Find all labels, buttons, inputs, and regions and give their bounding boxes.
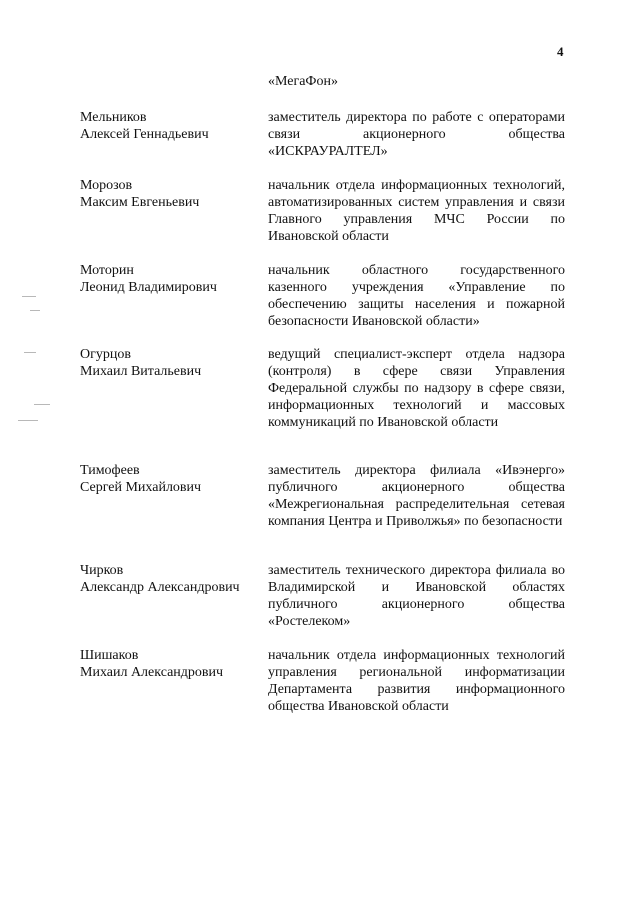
member-given-names: Максим Евгеньевич [80,195,200,210]
member-surname: Шишаков [80,648,139,663]
member-surname: Огурцов [80,347,131,362]
member-position: заместитель директора филиала «Ивэнерго» публичного акционерного общества «Межрегиональная распределительная сетевая компания Центра и Приволжья» по безопасности [268,463,565,529]
member-given-names: Александр Александрович [80,580,240,595]
page-number: 4 [557,44,564,59]
member-given-names: Михаил Витальевич [80,364,202,379]
member-surname: Тимофеев [80,463,140,478]
scan-artifact [30,310,40,311]
scan-artifact [22,296,36,297]
member-surname: Чирков [80,563,124,578]
member-name [80,346,260,380]
member-given-names: Михаил Александрович [80,665,224,680]
member-surname: Морозов [80,178,133,193]
member-name [80,562,260,596]
member-position: ведущий специалист-эксперт отдела надзора (контроля) в сфере связи Управления Федеральной службы по надзору в сфере связи, информационных технологий и массовых коммуникаций по Ивановской области [268,347,565,430]
member-position: начальник отдела информационных технологий управления региональной информатизации Департамента развития информационного общества Ивановской области [268,648,565,714]
member-position: начальник областного государственного казенного учреждения «Управление по обеспечению защиты населения и пожарной безопасности Ивановской области» [268,263,565,329]
member-surname: Мельников [80,110,147,125]
member-name [80,109,260,143]
member-given-names: Леонид Владимирович [80,280,217,295]
member-given-names: Сергей Михайлович [80,480,202,495]
continued-organization-name: «МегаФон» [268,74,338,89]
scan-artifact [34,404,50,405]
scan-artifact [18,420,38,421]
member-name [80,177,260,211]
member-position: начальник отдела информационных технологий, автоматизированных систем управления и связи Главного управления МЧС России по Ивановской области [268,178,565,244]
member-given-names: Алексей Геннадьевич [80,127,209,142]
member-name [80,647,260,681]
member-position: заместитель технического директора филиала во Владимирской и Ивановской областях публичного акционерного общества «Ростелеком» [268,563,565,629]
member-name [80,462,260,496]
member-position: заместитель директора по работе с операторами связи акционерного общества «ИСКРАУРАЛТЕЛ» [268,110,565,159]
member-name [80,262,260,296]
scan-artifact [24,352,36,353]
member-surname: Моторин [80,263,134,278]
